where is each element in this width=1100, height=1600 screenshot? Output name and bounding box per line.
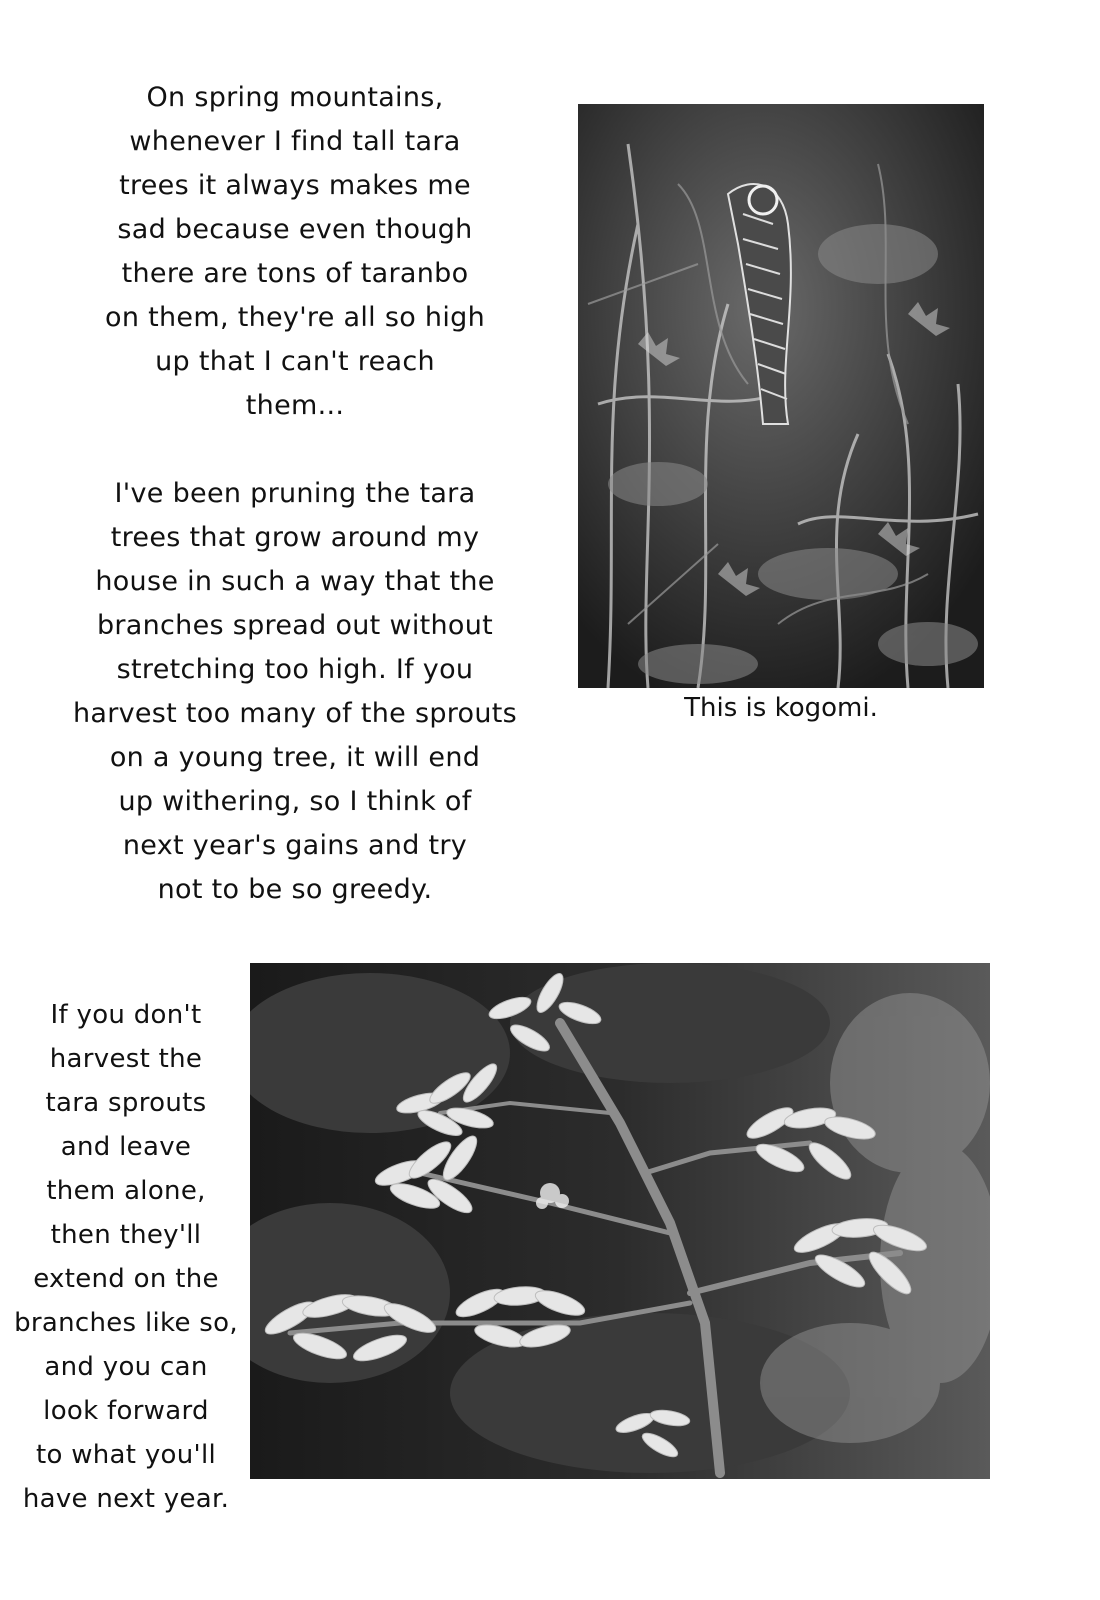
text-line: them... [245,390,345,421]
text-line: On spring mountains, [146,82,444,113]
tara-tree-photo [250,963,990,1479]
text-line: extend on the [33,1264,219,1294]
paragraph-pruning [40,472,550,912]
tara-tree-photo-image [250,963,990,1479]
text-line: sad because even though [117,214,473,245]
text-line: on a young tree, it will end [109,742,481,773]
text-line: look forward [43,1396,209,1426]
text-line: I've been pruning the tara [114,478,476,509]
text-line: If you don't [50,1000,202,1030]
text-line: to what you'll [35,1440,217,1470]
text-line: on them, they're all so high [105,302,485,333]
text-line: whenever I find tall tara [129,126,461,157]
text-line: up withering, so I think of [118,786,472,817]
text-line: harvest too many of the sprouts [72,698,518,729]
text-line: and you can [44,1352,208,1382]
text-line: trees it always makes me [119,170,471,201]
text-line: branches spread out without [96,610,494,641]
text-line: up that I can't reach [155,346,435,377]
text-line: house in such a way that the [95,566,495,597]
text-line: not to be so greedy. [157,874,433,905]
text-line: have next year. [22,1484,230,1514]
text-line: branches like so, [14,1308,238,1338]
kogomi-photo-image [578,104,984,688]
text-line: stretching too high. If you [116,654,474,685]
kogomi-caption: This is kogomi. [684,693,878,723]
paragraph-tall-tara-trees [60,76,530,428]
text-line: tara sprouts [45,1088,207,1118]
text-line: there are tons of taranbo [121,258,469,289]
text-line: and leave [60,1132,192,1162]
paragraph-leave-sprouts [6,993,246,1521]
text-line: next year's gains and try [122,830,468,861]
text-line: trees that grow around my [110,522,480,553]
kogomi-photo [578,104,984,688]
text-line: harvest the [49,1044,203,1074]
text-line: them alone, [46,1176,206,1206]
text-line: then they'll [50,1220,202,1250]
